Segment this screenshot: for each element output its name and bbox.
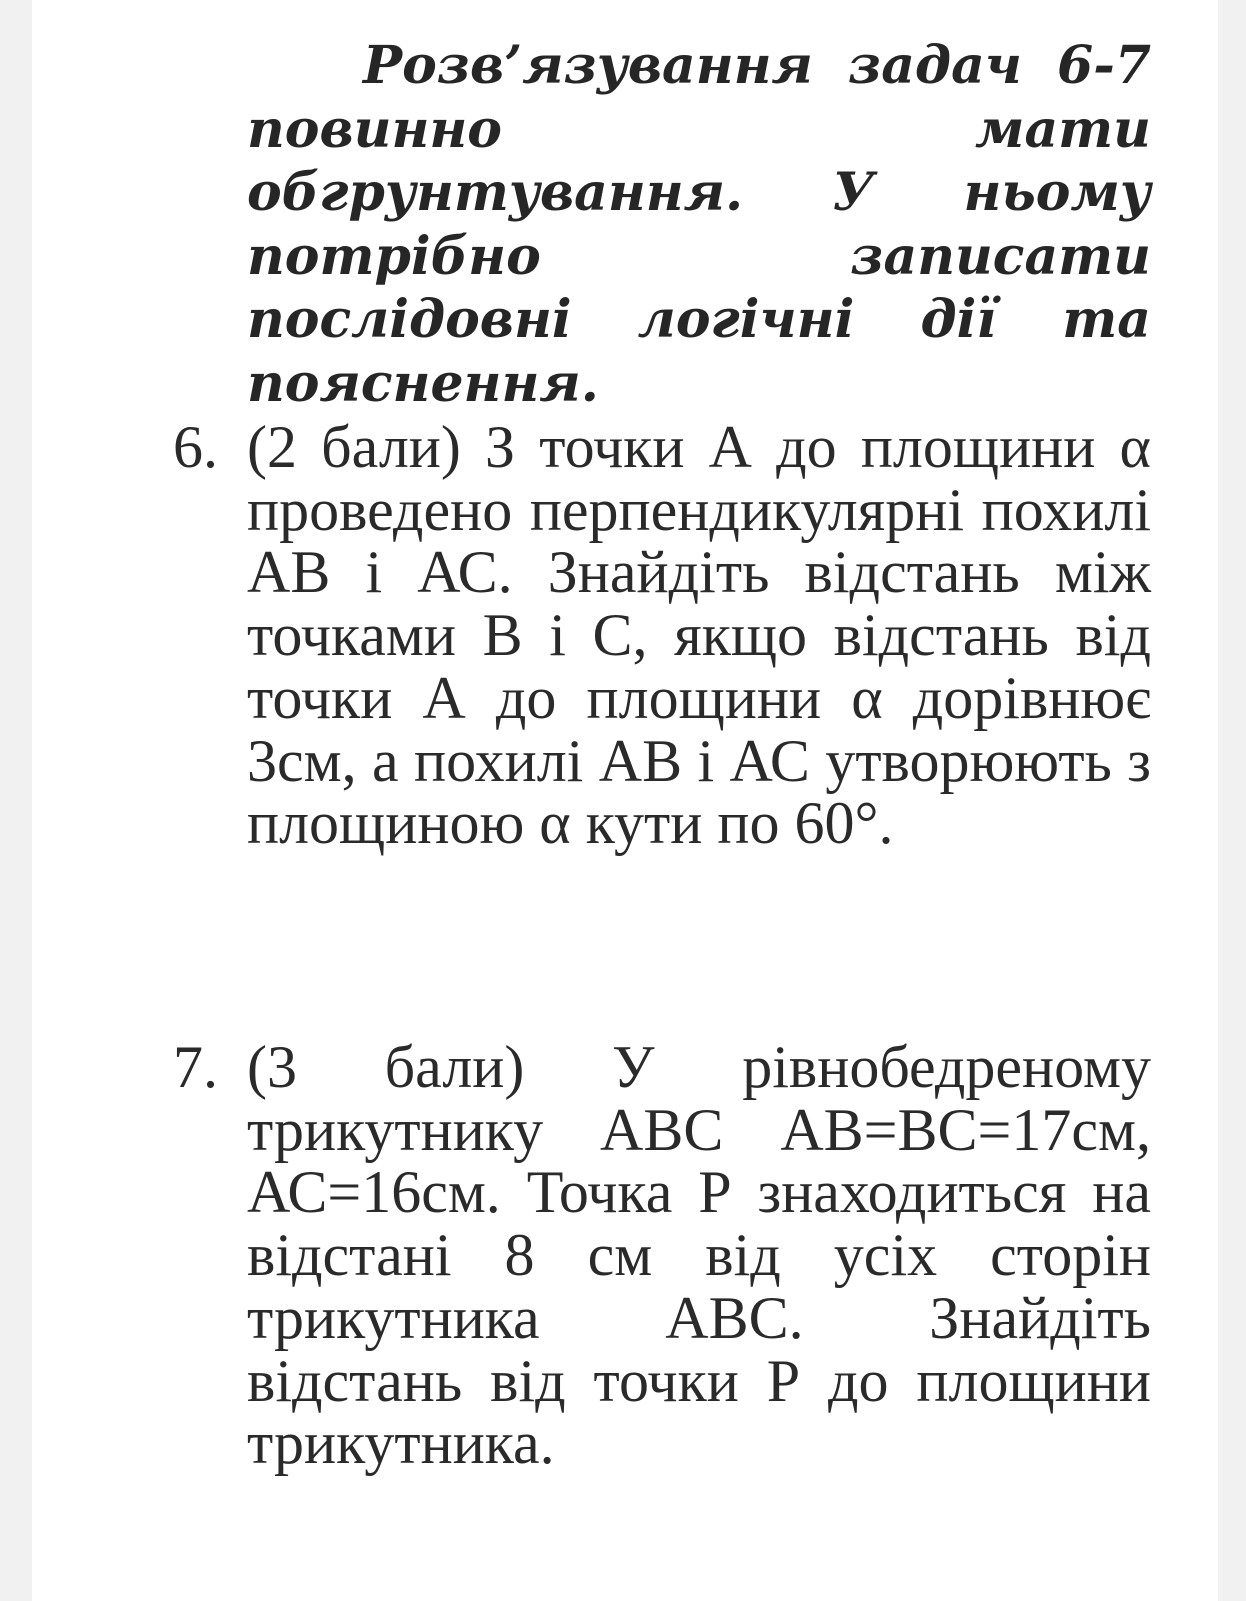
task-7: [173, 1036, 1151, 1475]
task-6-number: 6.: [173, 414, 218, 480]
task-6: [173, 416, 1151, 855]
instructions-paragraph: Розв’язування задач 6-7 повинно мати обгрунтування. У ньому потрібно записати послідовні логічні дії та пояснення.: [247, 35, 1151, 414]
task-6-text: (2 бали) З точки А до площини α проведено перпендикулярні похилі АВ і АС. Знайдіть відстань між точками В і С, якщо відстань від точки А до площини α дорівнює 3см, а похилі АВ і АС утворюють з площиною α кути по 60°.: [247, 414, 1151, 857]
task-7-number: 7.: [173, 1034, 218, 1100]
task-7-text: (3 бали) У рівнобедреному трикутнику АВС АВ=ВС=17см, АС=16см. Точка Р знаходиться на відстані 8 см від усіх сторін трикутника АВС. Знайдіть відстань від точки Р до площини трикутника.: [247, 1034, 1151, 1477]
